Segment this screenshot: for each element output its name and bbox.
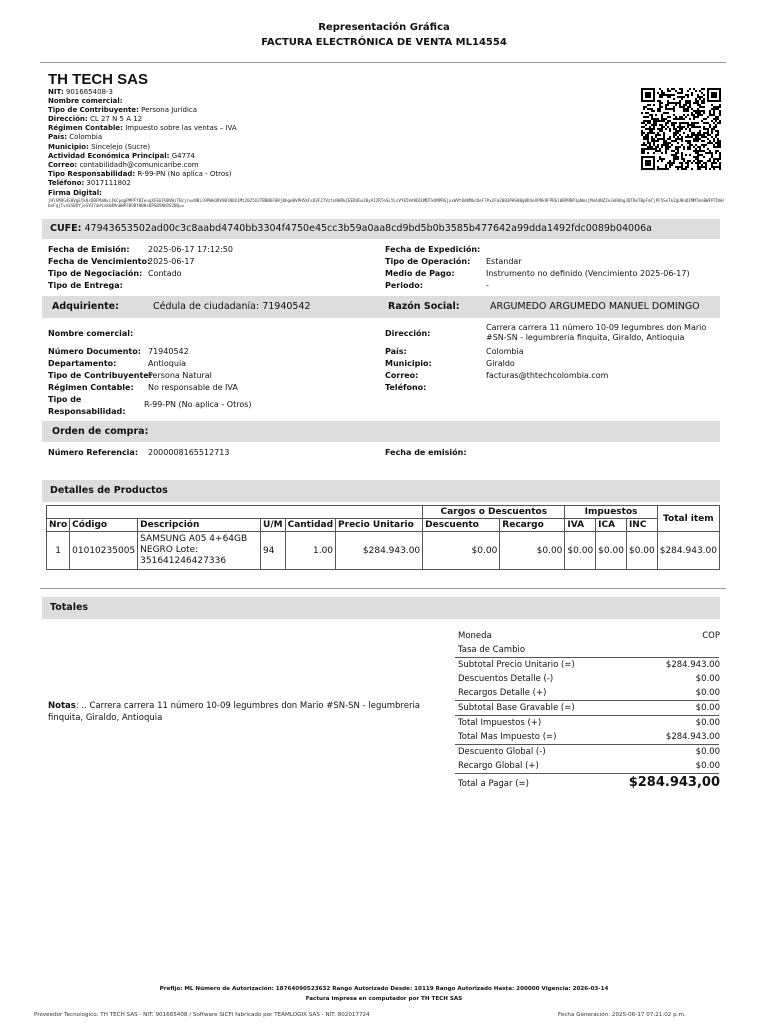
order-band: Orden de compra: bbox=[42, 421, 720, 442]
document-title: Representación Gráfica bbox=[318, 22, 450, 33]
divider bbox=[40, 62, 726, 63]
buyer-document: Cédula de ciudadanía: 71940542 bbox=[153, 301, 311, 312]
company-field: Tipo Responsabilidad: R-99-PN (No aplica - Otros) bbox=[48, 169, 232, 178]
company-field: Actividad Económica Principal: G4774 bbox=[48, 151, 195, 160]
printed-by-text: Factura impresa en computador por TH TECH SAS bbox=[305, 996, 463, 1002]
company-field: Régimen Contable: Impuesto sobre las ventas – IVA bbox=[48, 124, 237, 133]
company-field: Dirección: CL 27 N 5 A 12 bbox=[48, 115, 143, 124]
grand-total-label: Total a Pagar (=) bbox=[458, 779, 529, 789]
company-field: País: Colombia bbox=[48, 133, 103, 142]
products-band bbox=[42, 480, 720, 502]
provider-text: Proveedor Tecnologico: TH TECH SAS - NIT: 901665408 / Software SICFI fabricado por TEAMLOGIX SAS - NIT: 802017724 bbox=[34, 1012, 370, 1018]
buyer-label: Adquiriente: bbox=[52, 301, 119, 312]
business-name-value: ARGUMEDO ARGUMEDO MANUEL DOMINGO bbox=[490, 301, 700, 312]
generated-date: Fecha Generación: 2025-06-17 07:21:02 p.m. bbox=[558, 1012, 686, 1018]
authorization-text: Prefijo: ML Número de Autorización: 18764090523632 Rango Autorizado Desde: 10119 Rango Autorizado Hasta: 200000 Vigencia: 2026-03-14 bbox=[159, 986, 609, 992]
grand-total-value: $284.943,00 bbox=[628, 775, 720, 790]
document-subtitle: FACTURA ELECTRÓNICA DE VENTA ML14554 bbox=[261, 37, 507, 48]
totals-band bbox=[42, 597, 720, 619]
notes: Notas: .. Carrera carrera 11 número 10-09 legumbres don Mario #SN-SN - legumbreria finquita, Giraldo, Antioquia bbox=[48, 701, 421, 723]
company-field: Nombre comercial: bbox=[48, 97, 123, 106]
company-field: Teléfono: 3017111802 bbox=[48, 178, 131, 187]
totals-title: Totales bbox=[50, 602, 89, 613]
totals-summary: Moneda COP Tasa de Cambio Subtotal Precio Unitario (=) $284.943.00 Descuentos Detalle (-) $0.00 Recargos Detalle (+) $0.00 Subtotal Base Gravable (=) $0.00 Total Impuestos (+) $0.00 Total Mas Impuesto (=) $284.943.00 Descuento Global (-) $0.00 Recargo Global (+) $0.00 Total a Pagar (=) $284.943,00 bbox=[0, 0, 768, 1024]
products-table: Cargos o Descuentos Impuestos Total item Nro Código Descripción U/M Cantidad Precio Unitario Descuento Recargo IVA ICA INC 1 01010235005 SAMSUNG A05 4+64GB NEGRO Lote: 351641246427336 94 1.00 $284.943.00 $0.00 $0.00 $0.00 $0.00 $0.00 $284.943.00 bbox=[46, 505, 720, 570]
cufe-value: 47943653502ad00c3c8aabd4740bb3304f4750e45cc3b59a0aa8cd9bd5b0b3585b477642a99dda1492fdc0089b04006a bbox=[84, 223, 652, 234]
company-name: TH TECH SAS bbox=[48, 71, 149, 88]
table-header-row: Nro Código Descripción U/M Cantidad Precio Unitario Descuento Recargo IVA ICA INC bbox=[47, 519, 720, 532]
qr-code-icon bbox=[641, 88, 721, 170]
table-row: 1 01010235005 SAMSUNG A05 4+64GB NEGRO Lote: 351641246427336 94 1.00 $284.943.00 $0.00 $0.00 $0.00 $0.00 $0.00 $284.943.00 bbox=[47, 532, 720, 570]
cufe-label: CUFE: bbox=[50, 223, 82, 234]
digital-signature: jHlSMVG4S0VgEYk8sDBFMaNvcJKCpqgPMPFfBIeuqXFE6FUBVWiTBcjrwsNBii9PWkQRV9BlNUX1Mt2025X3TBBB6F0Rj0bgeBVPH5XFsD3F27VztvRHRkCEEDOGx2ByAI2RTeSLYLsVYE5Vd9DIUMDTkVMPRGjuxWVt0d0MbcDeF7Px2Fm2003PHS0Bg0D4eXPRk9FPRGl0BPRBP1pNmsjMnA4NZZe3oRAbgJDTKkTBpFmTjPF5SeTk2gUHnDIMMTmnBWFPTD6HbeFqjTvnSSBVYjeSV37aHtnX04Mn0WP7BOBfHBHsDPSB5NhDS2NQ== bbox=[48, 198, 724, 209]
products-title: Detalles de Productos bbox=[50, 485, 168, 496]
company-info bbox=[48, 88, 237, 198]
buyer-band bbox=[42, 296, 720, 318]
company-field: Tipo de Contribuyente: Persona Jurídica bbox=[48, 106, 198, 115]
company-field: Municipio: Sincelejo (Sucre) bbox=[48, 142, 151, 151]
buyer-info-left: Nombre comercial: Número Documento: 71940542 Departamento: Antioquia Tipo de Contribuyente:Persona Natural Régimen Contable: No responsable de IVA Tipo de Responsabilidad:R-99-PN (No aplica - Otros) bbox=[48, 329, 252, 416]
cufe-band bbox=[42, 219, 720, 239]
company-field: NIT: 901665408-3 bbox=[48, 88, 113, 96]
company-field: Correo: contabilidadh@comunicaribe.com bbox=[48, 160, 199, 169]
company-field: Firma Digital: bbox=[48, 189, 102, 198]
business-name-label: Razón Social: bbox=[388, 301, 460, 312]
divider bbox=[40, 588, 726, 589]
